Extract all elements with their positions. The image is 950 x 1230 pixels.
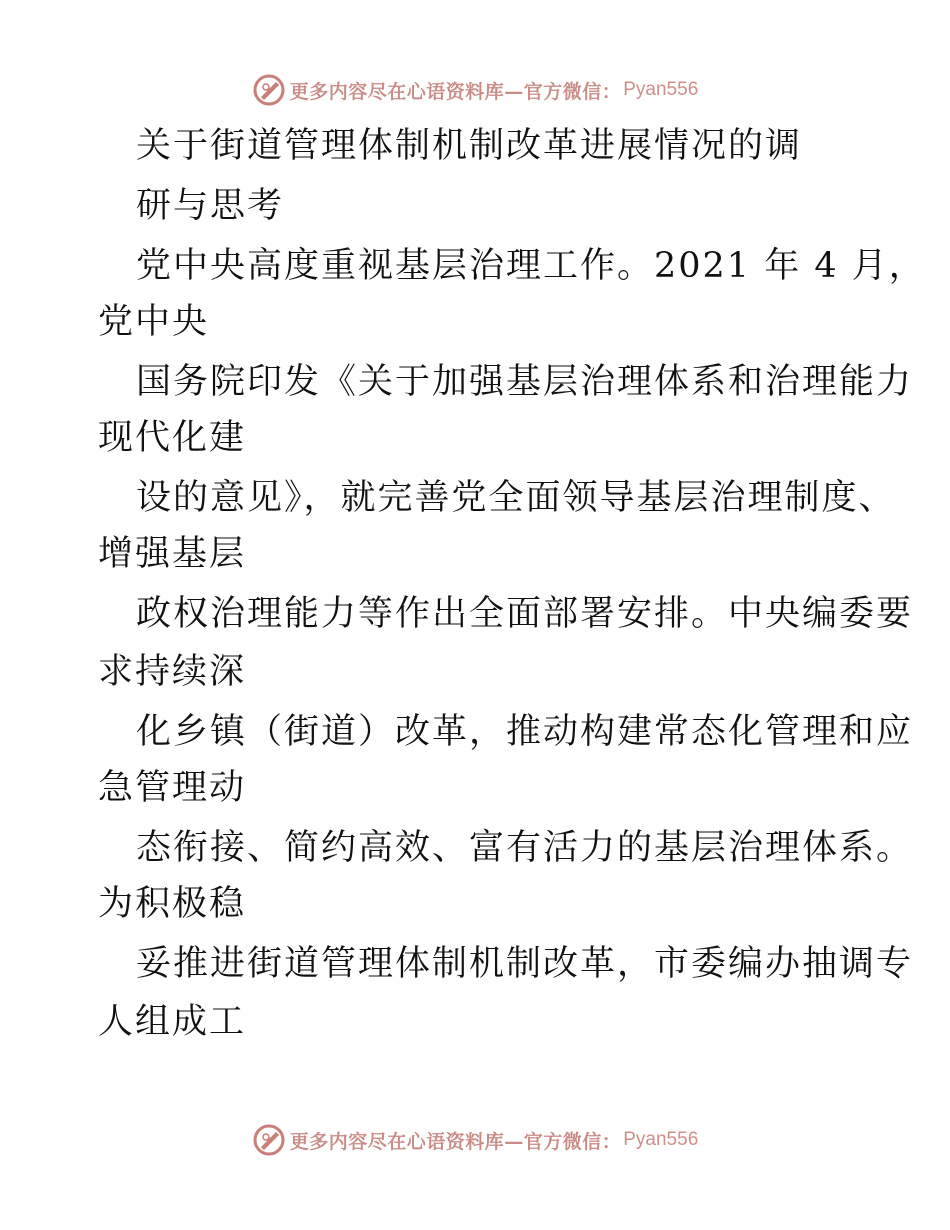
watermark-wechat-id: Pyan556 xyxy=(623,1129,699,1150)
paragraph-line: 妥推进街道管理体制机制改革，市委编办抽调专 xyxy=(136,944,914,984)
title-line-2: 研与思考 xyxy=(136,186,285,226)
title-line-1: 关于街道管理体制机制改革进展情况的调 xyxy=(136,126,803,166)
paragraph-line: 党中央高度重视基层治理工作。2021 年 4 月， xyxy=(136,246,926,286)
watermark-logo-icon xyxy=(252,73,286,107)
watermark-wechat-id: Pyan556 xyxy=(623,79,699,100)
header-watermark xyxy=(0,70,950,110)
paragraph-line: 求持续深 xyxy=(98,652,247,692)
paragraph-line: 党中央 xyxy=(98,302,210,342)
watermark-text: 更多内容尽在心语资料库—官方微信： xyxy=(289,1130,622,1153)
footer-watermark xyxy=(0,1120,950,1160)
paragraph-line: 现代化建 xyxy=(98,418,247,458)
paragraph-line: 态衔接、简约高效、富有活力的基层治理体系。 xyxy=(136,828,914,868)
watermark-logo-icon xyxy=(252,1123,286,1157)
paragraph-line: 政权治理能力等作出全面部署安排。中央编委要 xyxy=(136,594,914,634)
paragraph-line: 人组成工 xyxy=(98,1002,247,1042)
watermark-text: 更多内容尽在心语资料库—官方微信： xyxy=(289,80,622,103)
paragraph-line: 国务院印发《关于加强基层治理体系和治理能力 xyxy=(136,362,914,402)
paragraph-line: 急管理动 xyxy=(98,768,247,808)
paragraph-line: 增强基层 xyxy=(98,534,247,574)
paragraph-line: 化乡镇（街道）改革，推动构建常态化管理和应 xyxy=(136,712,914,752)
paragraph-line: 为积极稳 xyxy=(98,884,247,924)
paragraph-line: 设的意见》，就完善党全面领导基层治理制度、 xyxy=(136,478,896,518)
